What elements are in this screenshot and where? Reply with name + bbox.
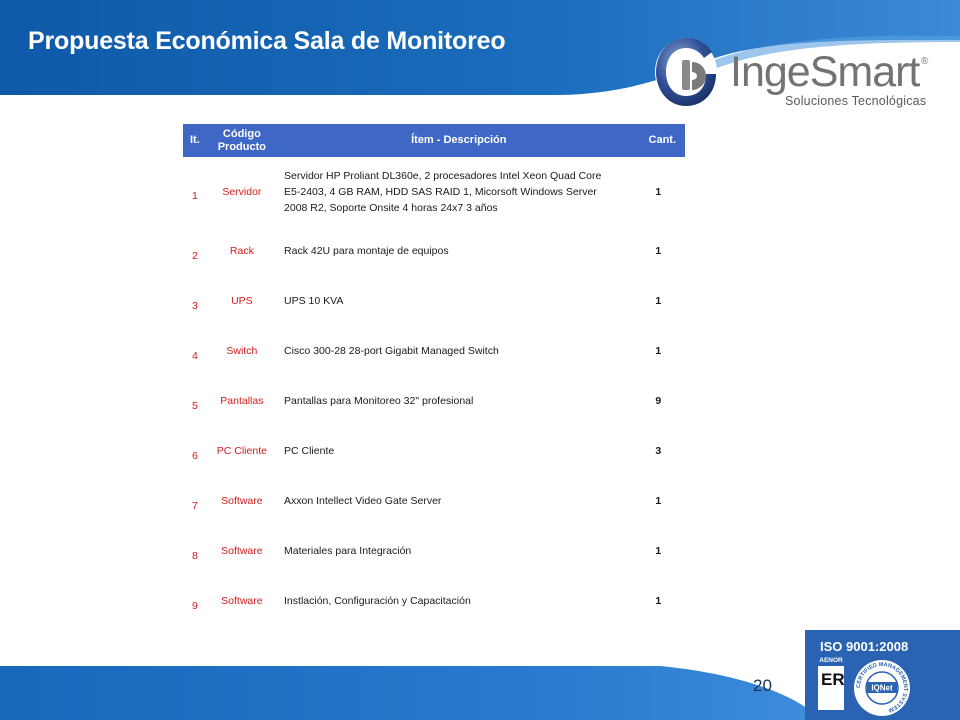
header-quantity: Cant. (640, 124, 685, 157)
table-row (183, 226, 685, 276)
cell-quantity: 3 (655, 445, 662, 457)
iso-label: ISO 9001:2008 (820, 639, 909, 654)
cell-item: 3 (192, 299, 198, 312)
cell-code: PC Cliente (216, 445, 267, 457)
cell-description: Pantallas para Monitoreo 32" profesional (284, 395, 474, 407)
table-row (183, 526, 685, 576)
page-number: 20 (753, 676, 772, 695)
table-header-row (183, 124, 685, 157)
cell-code: Software (221, 545, 263, 557)
iso-certification-panel (805, 630, 960, 720)
cell-item: 9 (192, 599, 198, 612)
cell-item: 6 (192, 449, 198, 462)
cell-description: UPS 10 KVA (284, 295, 344, 307)
cell-description: Instlación, Configuración y Capacitación (284, 595, 471, 607)
logo-wordmark: IngeSmart (730, 48, 920, 96)
cell-quantity: 1 (655, 595, 662, 607)
iqnet-label: IQNet (871, 683, 893, 693)
cell-code: Servidor (222, 185, 262, 198)
aenor-mark-box (818, 666, 844, 710)
cell-quantity: 1 (655, 185, 662, 198)
logo-tagline: Soluciones Tecnológicas (785, 94, 927, 108)
cell-code: Software (221, 495, 263, 507)
cell-description: Axxon Intellect Video Gate Server (284, 495, 442, 507)
aenor-er-certification-icon (816, 657, 846, 715)
table-row (183, 476, 685, 526)
cell-code: UPS (231, 295, 253, 307)
cell-description: PC Cliente (284, 445, 335, 457)
cell-quantity: 1 (655, 245, 662, 257)
cell-description: Rack 42U para montaje de equipos (284, 245, 449, 257)
ingesmart-logo (652, 28, 942, 112)
iqnet-certified-seal-icon (852, 658, 912, 718)
cell-item: 7 (192, 499, 198, 512)
cell-quantity: 1 (655, 295, 662, 307)
cell-quantity: 1 (655, 495, 662, 507)
cell-description: Servidor HP Proliant DL360e, 2 procesadores Intel Xeon Quad Core E5-2403, 4 GB RAM, HDD SAS RAID 1, Micorsoft Windows Server 2008 R2, Soporte Onsite 4 horas 24x7 3 años (284, 169, 602, 214)
cell-item: 5 (192, 399, 198, 412)
header-item: It. (183, 124, 206, 157)
price-table (183, 124, 685, 626)
cell-description: Materiales para Integración (284, 545, 412, 557)
aenor-label: AENOR (819, 657, 843, 664)
cell-item: 1 (192, 190, 198, 202)
cell-quantity: 1 (655, 545, 662, 557)
iqnet-ring-text: CERTIFIED MANAGEMENT SYSTEM (855, 661, 909, 713)
cell-item: 8 (192, 549, 198, 562)
cell-item: 4 (192, 349, 198, 362)
cell-code: Software (221, 595, 263, 607)
logo-registered-mark: ® (921, 56, 929, 67)
table-row (183, 157, 685, 226)
cell-quantity: 9 (655, 395, 662, 407)
table-row (183, 426, 685, 476)
cell-quantity: 1 (655, 345, 662, 357)
table-row (183, 326, 685, 376)
cell-description: Cisco 300-28 28-port Gigabit Managed Switch (284, 345, 499, 357)
cell-code: Switch (226, 345, 258, 357)
table-row (183, 376, 685, 426)
table-row (183, 276, 685, 326)
cell-item: 2 (192, 249, 198, 262)
slide-title: Propuesta Económica Sala de Monitoreo (28, 27, 506, 55)
table-row (183, 576, 685, 626)
header-code: Código Producto (206, 124, 278, 157)
cell-code: Pantallas (220, 395, 264, 407)
cell-code: Rack (229, 245, 254, 257)
aenor-er-mark: ER (821, 670, 845, 689)
header-description: Ítem - Descripción (278, 124, 640, 157)
ingesmart-logo-mark-icon (652, 28, 728, 112)
